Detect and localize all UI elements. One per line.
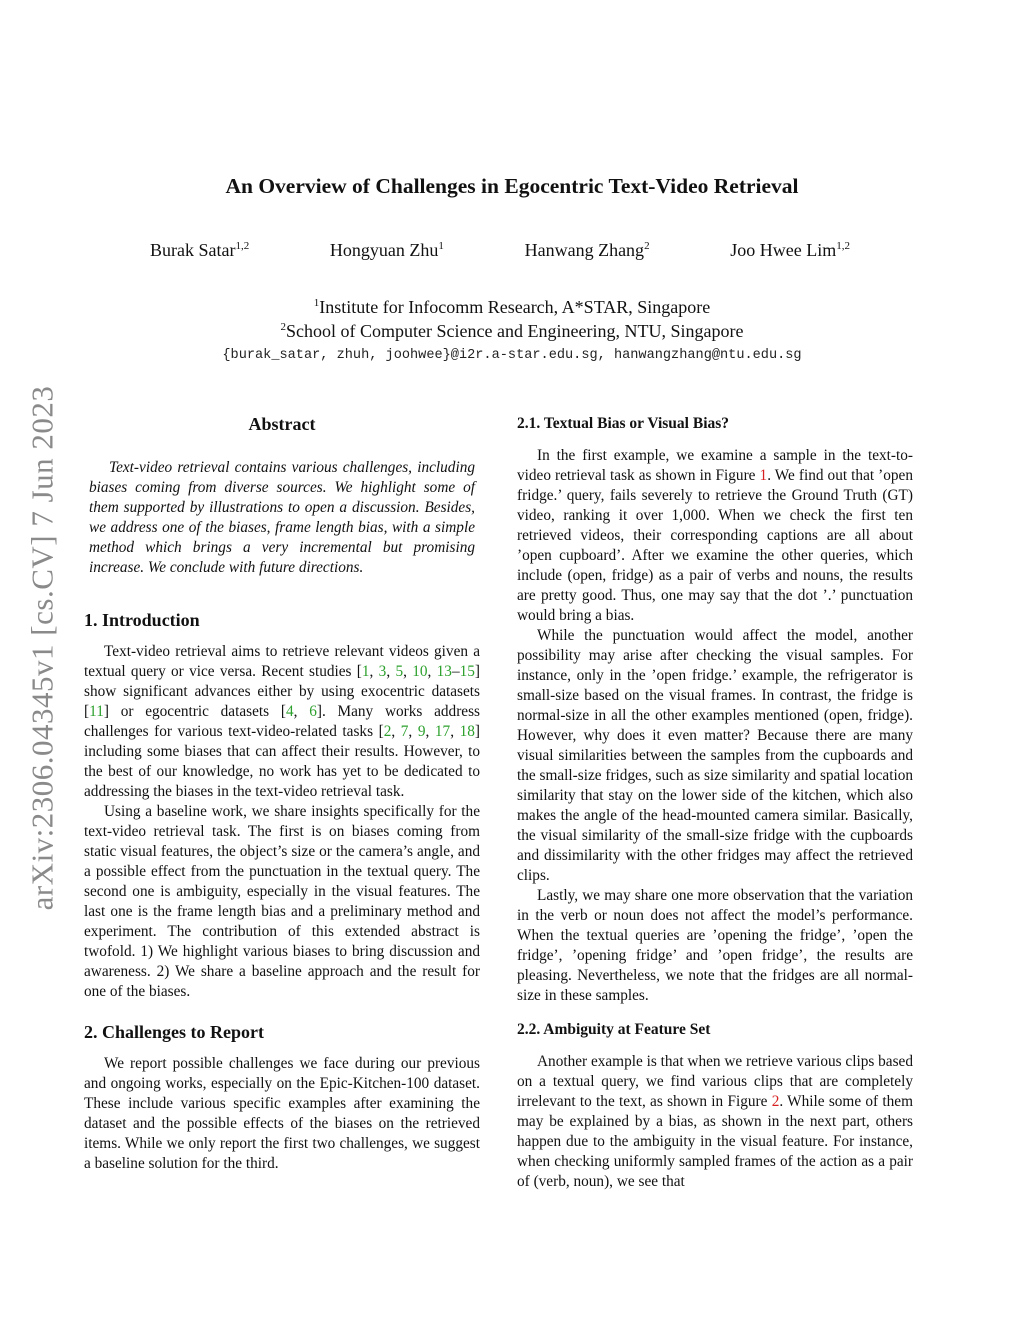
figure-link[interactable]: 2 (771, 1093, 780, 1110)
author: Joo Hwee Lim$^{1,2}$ (730, 240, 850, 260)
paragraph: In the first example, we examine a sample in the text-to-video retrieval task as shown in Figure 1. We find out that ’open fridge.’ query, fails severely to retrieve the Ground Truth (GT) video, ranking it over 1,000. When we check the first ten retrieved videos, their corresponding captions are all about ’open cupboard’. After we examine the other queries, which include (open, fridge) as a pair of verbs and nouns, the results are pretty good. Thus, one may say that the dot ’.’ punctuation would bring a bias. (517, 447, 913, 624)
citation-link[interactable]: 10 (412, 663, 428, 680)
author-list (150, 240, 850, 261)
author: Hongyuan Zhu$^1$ (329, 240, 444, 260)
citation-link[interactable]: 17 (434, 723, 451, 740)
paper-title: An Overview of Challenges in Egocentric Text-Video Retrieval (225, 174, 799, 198)
section-heading: 1. Introduction (84, 610, 200, 630)
paragraph: Another example is that when we retrieve various clips based on a textual query, we find various clips that are completely irrelevant to the text, as shown in Figure 2. While some of them may be explained by a bias, as shown in the next part, others happen due to the ambiguity in the visual feature. For instance, when checking uniformly sampled frames of the action as a pair of (verb, noun), we see that (517, 1053, 913, 1190)
right-column (517, 410, 913, 1192)
author: Hanwang Zhang$^2$ (524, 240, 650, 260)
subsection-heading: 2.2. Ambiguity at Feature Set (517, 1021, 711, 1038)
abstract-heading: Abstract (248, 414, 316, 434)
arxiv-id: arXiv:2306.04345v1 [cs.CV] 7 Jun 2023 (24, 385, 60, 911)
figure-link[interactable]: 1 (759, 467, 768, 484)
citation-link[interactable]: 11 (89, 703, 104, 720)
paragraph: Text-video retrieval aims to retrieve relevant videos given a textual query or vice versa. Recent studies [1, 3, 5, 10, 13–15] show significant advances either by using exocentric datasets [11] or egocentric datasets [4, 6]. Many works address challenges for various text-video-related tasks [2, 7, 9, 17, 18] including some biases that can affect their results. However, to the best of our knowledge, no work has yet to be dedicated to addressing the biases in the text-video retrieval task. (84, 643, 480, 800)
abstract-text: Text-video retrieval contains various challenges, including biases coming from diverse sources. We highlight some of them supported by illustrations to open a discussion. Besides, we address one of the biases, frame length bias, with a simple method which brings a very incremental but promising increase. We conclude with future directions. (89, 459, 475, 576)
citation-link[interactable]: 4 (285, 703, 294, 720)
affiliation: $^2$School of Computer Science and Engineering, NTU, Singapore (280, 321, 744, 341)
arxiv-stamp (14, 368, 70, 928)
author: Burak Satar$^{1,2}$ (150, 240, 250, 260)
left-column (84, 410, 480, 1174)
paragraph: We report possible challenges we face during our previous and ongoing works, especially on the Epic-Kitchen-100 dataset. These include various specific examples after examining the dataset and the possible effects of the biases on the retrieved items. While we only report the first two challenges, we suggest a baseline solution for the third. (84, 1055, 480, 1172)
citation-link[interactable]: 13 (436, 663, 452, 680)
affiliation: $^1$Institute for Infocomm Research, A*STAR, Singapore (313, 297, 711, 317)
citation-link[interactable]: 18 (459, 723, 475, 740)
citation-link[interactable]: 7 (400, 723, 409, 740)
paragraph: Lastly, we may share one more observation that the variation in the verb or noun does not affect the model’s performance. When the textual queries are ’opening the fridge’, ’open the fridge’, ’opening fridge’ and ’open fridge’, the results are pleasing. Nevertheless, we note that the fridges are all normal-size in these samples. (517, 887, 913, 1004)
citation-link[interactable]: 15 (459, 663, 475, 680)
paragraph: Using a baseline work, we share insights specifically for the text-video retrieval task. The first is on biases coming from static visual features, the object’s size or the camera’s angle, and a possible effect from the punctuation in the textual query. The second one is ambiguity, especially in the visual features. The last one is the frame length bias and a preliminary method and experiment. The contribution of this extended abstract is twofold. 1) We highlight various biases to bring discussion and awareness. 2) We share a baseline approach and the result for one of the biases. (84, 803, 480, 1000)
subsection-heading: 2.1. Textual Bias or Visual Bias? (517, 415, 730, 432)
author-emails: {burak_satar, zhuh, joohwee}@i2r.a-star.edu.sg, hanwangzhang@ntu.edu.sg (222, 348, 802, 363)
citation-link[interactable]: 1 (361, 663, 370, 680)
citation-link[interactable]: 9 (417, 723, 426, 740)
section-heading: 2. Challenges to Report (84, 1022, 264, 1042)
paragraph: While the punctuation would affect the model, another possibility may arise after checking the visual samples. For instance, only in the ’open fridge.’ example, the refrigerator is small-size based on the visual frames. In contrast, the fridge is normal-size in all the other examples mentioned (open, fridge). However, why does it even matter? Because there are many visual similarities between the samples from the cupboards and the small-size fridges, such as size similarity and spatial location similarity that stay on the lower side of the kitchen, which also makes the angle of the head-mounted camera similar. Basically, the visual similarity of the small-size fridge with the cupboards and dissimilarity with the other fridges may affect the retrieved clips. (517, 627, 913, 884)
citation-link[interactable]: 5 (395, 663, 404, 680)
citation-link[interactable]: 6 (309, 703, 317, 720)
citation-link[interactable]: 3 (378, 663, 387, 680)
citation-link[interactable]: 2 (383, 723, 392, 740)
